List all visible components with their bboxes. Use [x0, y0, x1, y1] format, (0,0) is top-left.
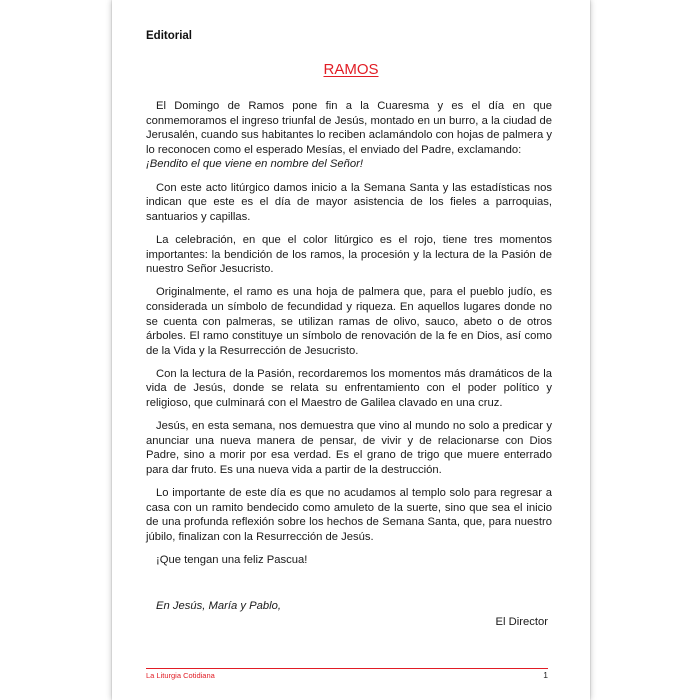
page-number: 1 [543, 670, 548, 680]
document-page [112, 0, 590, 700]
paragraph-5: Con la lectura de la Pasión, recordaremos los momentos más dramáticos de la vida de Jesús, donde se relata su enfrentamiento con el poder político y religioso, que culminará con el Maestro de Galilea clavado en una cruz. [146, 367, 552, 410]
paragraph-8: ¡Que tengan una feliz Pascua! [156, 554, 308, 567]
footer-divider [146, 668, 548, 669]
section-label: Editorial [146, 30, 193, 42]
paragraph-1 [146, 99, 552, 172]
paragraph-2: Con este acto litúrgico damos inicio a la Semana Santa y las estadísticas nos indican que este es el día de mayor asistencia de los fieles a parroquias, santuarios y capillas. [146, 181, 552, 223]
body-text [146, 99, 552, 576]
footer-publication: La Liturgia Cotidiana [146, 671, 215, 680]
exclamation-line: ¡Bendito el que viene en nombre del Señor! [146, 158, 364, 171]
paragraph-3: La celebración, en que el color litúrgico es el rojo, tiene tres momentos importantes: la bendición de los ramos, la procesión y la lectura de la Pasión de nuestro Señor Jesucristo. [146, 233, 552, 276]
page-title [112, 61, 590, 78]
paragraph-6: Jesús, en esta semana, nos demuestra que vino al mundo no solo a predicar y anunciar una nueva manera de pensar, de vivir y de relacionarse con Dios Padre, sino a morir por esa verdad. Es el grano de trigo que muere enterrado para dar fruto. Es una nueva vida a partir de la destrucción. [146, 420, 552, 477]
title-text: RAMOS [323, 61, 379, 78]
closing-salutation: En Jesús, María y Pablo, [156, 600, 282, 612]
paragraph-7: Lo importante de este día es que no acudamos al templo solo para regresar a casa con un ramito bendecido como amuleto de la suerte, sino que sea el inicio de una profunda reflexión sobre los hechos de Semana Santa, que, para nuestro júbilo, finalizan con la Resurrección de Jesús. [146, 487, 552, 543]
paragraph-4: Originalmente, el ramo es una hoja de palmera que, para el pueblo judío, es considerada un símbolo de fecundidad y riqueza. En aquellos lugares donde no se cuenta con palmeras, se utilizan ramas de olivo, sauco, abeto o de otros árboles. El ramo constituye un símbolo de renovación de la fe en Dios, así como de la Vida y la Resurrección de Jesucristo. [146, 286, 552, 357]
paragraph-1-text: El Domingo de Ramos pone fin a la Cuaresma y es el día en que conmemoramos el ingreso triunfal de Jesús, montado en un burro, a la ciudad de Jerusalén, cuando sus habitantes lo reciben aclamándolo con hojas de palmera y lo reconocen como el esperado Mesías, el enviado del Padre, exclamando: [146, 100, 552, 156]
signature: El Director [495, 616, 548, 628]
